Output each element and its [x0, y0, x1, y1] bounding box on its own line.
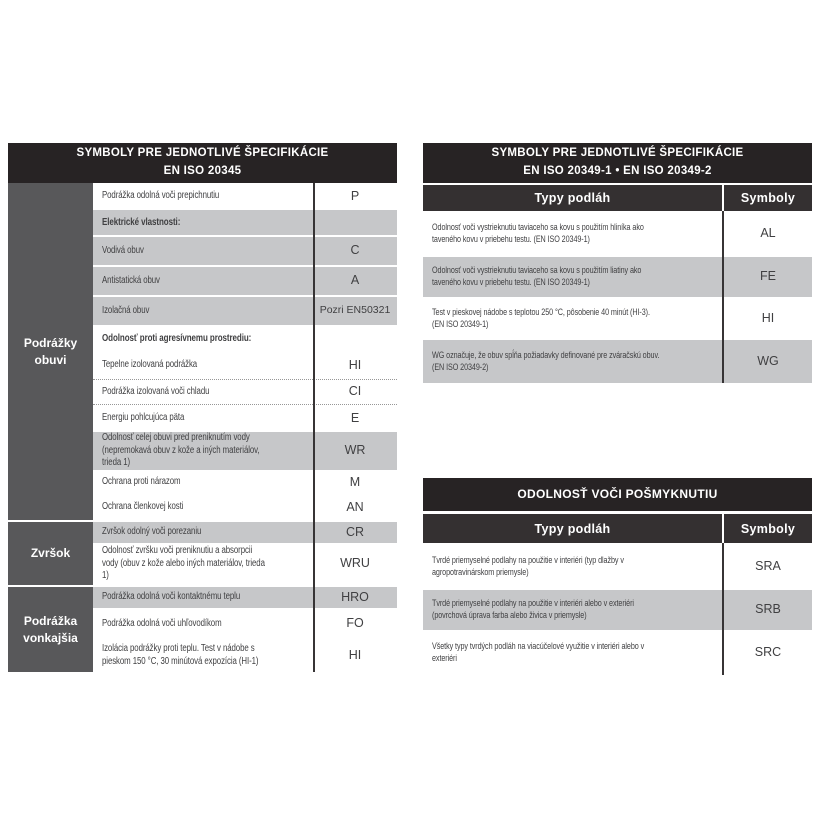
row-symbol [313, 210, 397, 235]
row-description: Všetky typy tvrdých podláh na viacúčelové využitie v interiéri alebo v exteriéri [432, 640, 645, 663]
row-section-header [93, 210, 397, 235]
row-AN [93, 495, 397, 520]
row-C [93, 235, 397, 265]
row-symbol: HI [348, 648, 362, 663]
table2-title-line1: SYMBOLY PRE JEDNOTLIVÉ ŠPECIFIKÁCIE [491, 147, 744, 160]
row-description: Podrážka odolná voči prepichnutiu [102, 190, 220, 202]
row-symbol: CI [348, 384, 362, 399]
row-symbol: FE [760, 269, 776, 284]
row-description: Odolnosť celej obuvi pred preniknutím vody (nepremokavá obuv z kože a iných materiálov, trieda 1) [102, 432, 260, 469]
row-description: Energiu pohlcujúca päta [102, 412, 185, 424]
row-symbol: AL [760, 226, 776, 241]
row-description: Tvrdé priemyselné podlahy na použitie v interiéri alebo v exteriéri (povrchová úprava farba alebo živica v priemysle) [432, 598, 634, 620]
table-odolnost-voci-posmyknutiu [423, 478, 812, 675]
row-symbol: SRB [755, 602, 781, 617]
table3-title [423, 478, 812, 511]
row-description: Tvrdé priemyselné podlahy na použitie v interiéri (typ dlažby v agropotravinárskom priemysle) [432, 554, 624, 577]
row-description: Tepelne izolovaná podrážka [102, 359, 198, 371]
row-description: Izolačná obuv [102, 304, 150, 316]
row-symbol: HRO [341, 589, 369, 604]
row-description: Antistatická obuv [102, 274, 160, 286]
row-symbol: WRU [340, 556, 370, 571]
category-podrazka-vonkajsia: Podrážka vonkajšia [8, 587, 93, 672]
table2-title-line2: EN ISO 20349-1 • EN ISO 20349-2 [523, 165, 712, 177]
table3-col-symboly: Symboly [724, 514, 812, 543]
table3-title-line1: ODOLNOSŤ VOČI POŠMYKNUTIU [517, 487, 718, 502]
row-description: Elektrické vlastnosti: [102, 217, 181, 228]
row-WG [423, 340, 812, 383]
row-description: Odolnosť voči vystrieknutiu taviaceho sa kovu s použitím hliníka ako taveného kovu v priebehu testu. (EN ISO 20349-1) [432, 222, 644, 244]
table-en-iso-20345 [8, 143, 397, 672]
row-description: Izolácia podrážky proti teplu. Test v nádobe s pieskom 150 °C, 30 minútová expozícia (HI-1) [102, 643, 259, 667]
row-SRA [423, 543, 812, 590]
table1-symbol-divider [313, 183, 315, 672]
row-symbol: AN [346, 499, 364, 514]
row-CI [93, 380, 397, 405]
row-description: Test v pieskovej nádobe s teplotou 250 °C, pôsobenie 40 minút (HI-3). (EN ISO 20349-1) [432, 306, 650, 329]
row-CR [93, 522, 397, 543]
row-HRO [93, 587, 397, 608]
row-SRB [423, 590, 812, 630]
table2-title [423, 143, 812, 183]
row-description: Odolnosť voči vystrieknutiu taviaceho sa kovu s použitím liatiny ako taveného kovu v priebehu testu. (EN ISO 20349-1) [432, 265, 642, 287]
table1-title [8, 143, 397, 183]
row-description: Zvršok odolný voči porezaniu [102, 526, 202, 538]
row-symbol: HI [348, 357, 362, 372]
table1-body [8, 183, 397, 672]
row-description: WG označuje, že obuv spĺňa požiadavky definované pre zváračskú obuv. (EN ISO 20349-2) [432, 349, 660, 372]
table2-col-symboly: Symboly [724, 185, 812, 211]
row-M [93, 470, 397, 495]
row-E [93, 405, 397, 432]
table1-rows [93, 183, 397, 672]
table1-title-line1: SYMBOLY PRE JEDNOTLIVÉ ŠPECIFIKÁCIE [76, 147, 329, 160]
row-symbol: SRC [754, 644, 782, 659]
row-symbol: P [350, 188, 360, 203]
row-symbol: WG [757, 353, 779, 368]
row-FE [423, 257, 812, 297]
row-Pozri-EN50321 [93, 295, 397, 325]
row-description: Podrážka odolná voči uhľovodíkom [102, 617, 222, 629]
row-description: Podrážka izolovaná voči chladu [102, 385, 210, 397]
row-description: Vodivá obuv [102, 244, 144, 256]
row-HI [93, 352, 397, 380]
table1-title-line2: EN ISO 20345 [163, 165, 242, 177]
row-A [93, 265, 397, 295]
table-en-iso-20349 [423, 143, 812, 383]
row-description: Odolnosť zvršku voči preniknutiu a absorpcii vody (obuv z kože alebo iných materiálov, trieda 1) [102, 544, 265, 582]
table3-rows [423, 543, 812, 675]
row-symbol [313, 325, 397, 352]
row-FO [93, 608, 397, 640]
row-symbol: WR [344, 443, 366, 458]
row-symbol: HI [761, 310, 775, 325]
category-zvrsok: Zvršok [8, 522, 93, 585]
row-description: Ochrana členkovej kosti [102, 501, 184, 513]
table3-symbol-divider [722, 543, 724, 675]
table2-col-typy-podlah: Typy podláh [423, 185, 722, 211]
row-symbol: CR [345, 524, 365, 539]
row-P [93, 183, 397, 210]
row-symbol: M [349, 474, 361, 489]
row-WRU [93, 543, 397, 585]
row-description: Podrážka odolná voči kontaktnému teplu [102, 591, 241, 603]
row-symbol: Pozri EN50321 [319, 304, 391, 317]
table3-col-typy-podlah: Typy podláh [423, 514, 722, 543]
row-HI [93, 640, 397, 672]
row-symbol: E [350, 410, 360, 425]
table2-rows [423, 211, 812, 383]
row-AL [423, 211, 812, 257]
table2-subheader [423, 185, 812, 211]
row-section-header [93, 325, 397, 352]
row-description: Odolnosť proti agresívnemu prostrediu: [102, 333, 252, 344]
row-WR [93, 432, 397, 470]
row-symbol: C [350, 243, 360, 258]
row-SRC [423, 630, 812, 675]
table2-symbol-divider [722, 211, 724, 383]
row-symbol: A [350, 273, 360, 288]
row-symbol: SRA [755, 558, 781, 573]
table3-subheader [423, 514, 812, 543]
row-description: Ochrana proti nárazom [102, 476, 181, 488]
row-symbol: FO [346, 616, 364, 631]
row-HI [423, 297, 812, 340]
category-podrazky-obuvi: Podrážky obuvi [8, 183, 93, 520]
